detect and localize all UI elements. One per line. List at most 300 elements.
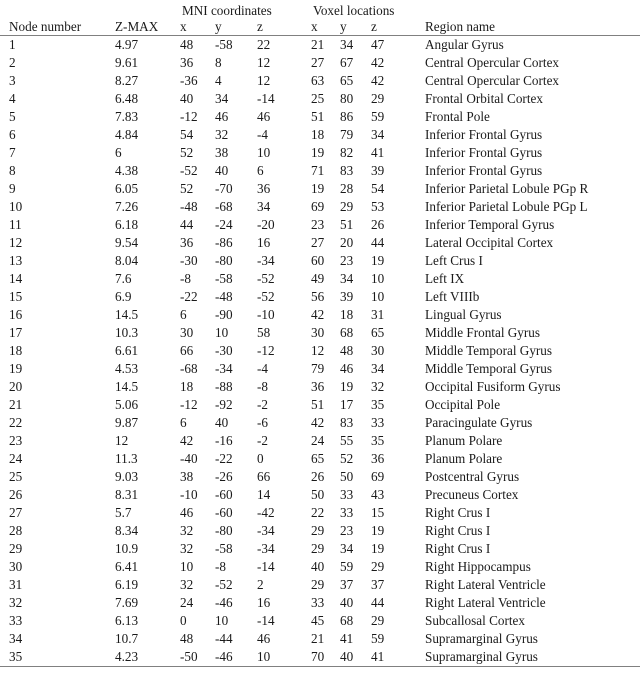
- cell-vox-z: 65: [371, 325, 385, 341]
- cell-node: 29: [9, 541, 23, 557]
- cell-mni-z: 34: [257, 199, 271, 215]
- cell-mni-y: 46: [215, 109, 229, 125]
- cell-vox-x: 45: [311, 613, 325, 629]
- cell-mni-y: -46: [215, 648, 257, 667]
- cell-vox-x: 21: [311, 631, 325, 647]
- table-row: [0, 414, 640, 432]
- cell-zmax: 8.31: [115, 487, 139, 503]
- cell-vox-z: 34: [371, 361, 385, 377]
- cell-node: 14: [9, 271, 23, 287]
- cell-mni-x: -36: [180, 73, 198, 89]
- cell-mni-x: 32: [180, 541, 194, 557]
- cell-node: 15: [9, 289, 23, 305]
- table-row: [0, 540, 640, 558]
- table-row: [0, 432, 640, 450]
- cell-mni-x: 36: [180, 55, 194, 71]
- cell-vox-y: 18: [340, 307, 354, 323]
- cell-node: 35: [0, 648, 115, 667]
- cell-region: Right Lateral Ventricle: [425, 577, 546, 593]
- cell-vox-z: 10: [371, 271, 385, 287]
- cell-region: Central Opercular Cortex: [425, 73, 560, 89]
- table-row: [0, 72, 640, 90]
- cell-vox-x: 50: [311, 487, 325, 503]
- table-header: [0, 0, 640, 36]
- cell-mni-x: 30: [180, 325, 194, 341]
- cell-vox-z: 35: [371, 397, 385, 413]
- cell-vox-z: 43: [371, 487, 385, 503]
- cell-vox-z: 30: [371, 343, 385, 359]
- cell-region: Lateral Occipital Cortex: [425, 235, 554, 251]
- cell-vox-z: 37: [371, 577, 385, 593]
- cell-vox-y: 82: [340, 145, 354, 161]
- cell-vox-x: 24: [311, 433, 325, 449]
- cell-mni-z: 2: [257, 577, 264, 593]
- cell-mni-z: -2: [257, 433, 268, 449]
- cell-region: Frontal Orbital Cortex: [425, 91, 543, 107]
- cell-vox-z: 39: [371, 163, 385, 179]
- cell-zmax: 9.87: [115, 415, 139, 431]
- cell-mni-y: -58: [215, 271, 233, 287]
- column-header-region-name: Region name: [425, 17, 640, 36]
- cell-node: 18: [9, 343, 23, 359]
- cell-node: 24: [9, 451, 23, 467]
- cell-region: Inferior Temporal Gyrus: [425, 217, 555, 233]
- cell-vox-x: 51: [311, 109, 325, 125]
- cell-mni-x: -48: [180, 199, 198, 215]
- cell-vox-y: 20: [340, 235, 354, 251]
- cell-mni-z: -12: [257, 343, 275, 359]
- cell-mni-y: -24: [215, 217, 233, 233]
- cell-vox-z: 19: [371, 253, 385, 269]
- cell-mni-z: -52: [257, 289, 275, 305]
- cell-vox-y: 52: [340, 451, 354, 467]
- cell-mni-y: -92: [215, 397, 233, 413]
- table-row: [0, 324, 640, 342]
- cell-vox-x: 33: [311, 595, 325, 611]
- cell-vox-x: 63: [311, 73, 325, 89]
- cell-vox-x: 26: [311, 469, 325, 485]
- cell-vox-y: 39: [340, 289, 354, 305]
- cell-vox-x: 30: [311, 325, 325, 341]
- cell-mni-y: -44: [215, 631, 233, 647]
- cell-vox-y: 67: [340, 55, 354, 71]
- cell-vox-z: 42: [371, 73, 385, 89]
- cell-mni-z: -42: [257, 505, 275, 521]
- cell-zmax: 8.04: [115, 253, 139, 269]
- cell-vox-x: 23: [311, 217, 325, 233]
- cell-mni-z: 14: [257, 487, 271, 503]
- cell-mni-y: -88: [215, 379, 233, 395]
- cell-mni-y: -46: [215, 595, 233, 611]
- table-row: [0, 90, 640, 108]
- cell-region: Frontal Pole: [425, 109, 490, 125]
- cell-mni-z: -34: [257, 523, 275, 539]
- cell-node: 11: [9, 217, 22, 233]
- cell-vox-y: 65: [340, 73, 354, 89]
- cell-region: Inferior Parietal Lobule PGp L: [425, 199, 588, 215]
- table-row: [0, 594, 640, 612]
- column-header-mni-z: z: [257, 17, 311, 36]
- cell-mni-x: 44: [180, 217, 194, 233]
- cell-vox-z: 41: [371, 145, 385, 161]
- cell-vox-x: 19: [311, 181, 325, 197]
- cell-mni-x: 32: [180, 523, 194, 539]
- cell-vox-x: 12: [311, 343, 325, 359]
- cell-zmax: 6.48: [115, 91, 139, 107]
- cell-mni-y: -30: [215, 343, 233, 359]
- cell-vox-x: 42: [311, 307, 325, 323]
- cell-zmax: 6.18: [115, 217, 139, 233]
- cell-node: 33: [9, 613, 23, 629]
- cell-node: 20: [9, 379, 23, 395]
- cell-node: 21: [9, 397, 23, 413]
- cell-mni-z: 10: [257, 145, 271, 161]
- cell-node: 19: [9, 361, 23, 377]
- cell-mni-y: 10: [215, 325, 229, 341]
- cell-vox-y: 33: [340, 487, 354, 503]
- cell-vox-z: 36: [371, 451, 385, 467]
- cell-mni-z: -20: [257, 217, 275, 233]
- cell-zmax: 6.13: [115, 613, 139, 629]
- table-row: [0, 630, 640, 648]
- cell-vox-y: 28: [340, 181, 354, 197]
- cell-mni-y: -22: [215, 451, 233, 467]
- cell-vox-y: 68: [340, 325, 354, 341]
- table-row: [0, 378, 640, 396]
- cell-vox-x: 51: [311, 397, 325, 413]
- cell-region: Supramarginal Gyrus: [425, 648, 640, 667]
- cell-vox-z: 29: [371, 91, 385, 107]
- cell-region: Right Crus I: [425, 541, 491, 557]
- cell-node: 12: [9, 235, 23, 251]
- cell-vox-z: 31: [371, 307, 385, 323]
- cell-zmax: 9.03: [115, 469, 139, 485]
- cell-mni-x: 40: [180, 91, 194, 107]
- cell-region: Middle Temporal Gyrus: [425, 343, 553, 359]
- table-row: [0, 126, 640, 144]
- cell-zmax: 14.5: [115, 307, 139, 323]
- cell-mni-x: 38: [180, 469, 194, 485]
- cell-vox-z: 33: [371, 415, 385, 431]
- cell-node: 13: [9, 253, 23, 269]
- column-header-zmax: Z-MAX: [115, 17, 180, 36]
- cell-region: Postcentral Gyrus: [425, 469, 520, 485]
- cell-region: Inferior Parietal Lobule PGp R: [425, 181, 589, 197]
- cell-mni-z: 46: [257, 631, 271, 647]
- cell-zmax: 6.61: [115, 343, 139, 359]
- cell-mni-z: 36: [257, 181, 271, 197]
- cell-mni-z: -52: [257, 271, 275, 287]
- table-group-header-row: [0, 0, 640, 17]
- cell-vox-x: 42: [311, 415, 325, 431]
- cell-mni-x: -12: [180, 397, 198, 413]
- table-row: [0, 270, 640, 288]
- table-row: [0, 306, 640, 324]
- cell-region: Supramarginal Gyrus: [425, 631, 538, 647]
- cell-node: 2: [9, 55, 16, 71]
- column-header-voxel-z: z: [371, 17, 425, 36]
- cell-vox-y: 48: [340, 343, 354, 359]
- cell-region: Inferior Frontal Gyrus: [425, 145, 543, 161]
- cell-vox-x: 25: [311, 91, 325, 107]
- cell-mni-z: 58: [257, 325, 271, 341]
- cell-mni-x: 36: [180, 235, 194, 251]
- cell-mni-x: -22: [180, 289, 198, 305]
- cell-region: Central Opercular Cortex: [425, 55, 560, 71]
- cell-vox-y: 68: [340, 613, 354, 629]
- cell-mni-z: 16: [257, 235, 271, 251]
- cell-node: 31: [9, 577, 23, 593]
- table-row: [0, 558, 640, 576]
- cell-vox-x: 70: [311, 648, 340, 667]
- cell-vox-y: 46: [340, 361, 354, 377]
- cell-vox-x: 69: [311, 199, 325, 215]
- table-row: [0, 396, 640, 414]
- cell-node: 4: [9, 91, 16, 107]
- table-row: [0, 450, 640, 468]
- cell-mni-y: -68: [215, 199, 233, 215]
- cell-region: Planum Polare: [425, 451, 503, 467]
- table-row: [0, 576, 640, 594]
- cell-mni-x: 52: [180, 145, 194, 161]
- cell-vox-x: 22: [311, 505, 325, 521]
- cell-vox-x: 29: [311, 541, 325, 557]
- cell-region: Right Lateral Ventricle: [425, 595, 546, 611]
- cell-vox-y: 40: [340, 648, 371, 667]
- cell-mni-y: -60: [215, 505, 233, 521]
- cell-zmax: 10.3: [115, 325, 139, 341]
- cell-mni-z: -34: [257, 253, 275, 269]
- cell-mni-x: 48: [180, 37, 194, 53]
- cell-vox-y: 83: [340, 163, 354, 179]
- cell-mni-y: -60: [215, 487, 233, 503]
- cell-region: Right Crus I: [425, 505, 491, 521]
- cell-region: Occipital Fusiform Gyrus: [425, 379, 561, 395]
- cell-mni-y: -90: [215, 307, 233, 323]
- table-row: [0, 504, 640, 522]
- cell-vox-z: 19: [371, 523, 385, 539]
- cell-zmax: 14.5: [115, 379, 139, 395]
- cell-mni-x: -52: [180, 163, 198, 179]
- cell-zmax: 4.84: [115, 127, 139, 143]
- cell-node: 32: [9, 595, 23, 611]
- cell-node: 25: [9, 469, 23, 485]
- cell-region: Subcallosal Cortex: [425, 613, 525, 629]
- table-row: [0, 162, 640, 180]
- cell-vox-x: 27: [311, 55, 325, 71]
- table-row: [0, 288, 640, 306]
- cell-mni-y: -80: [215, 253, 233, 269]
- cell-mni-x: -12: [180, 109, 198, 125]
- cell-zmax: 4.38: [115, 163, 139, 179]
- column-header-mni-x: x: [180, 17, 215, 36]
- cell-vox-x: 19: [311, 145, 325, 161]
- cell-vox-z: 32: [371, 379, 385, 395]
- cell-mni-z: -4: [257, 127, 268, 143]
- cell-node: 17: [9, 325, 23, 341]
- column-header-mni-y: y: [215, 17, 257, 36]
- cell-vox-y: 34: [340, 271, 354, 287]
- cell-node: 23: [9, 433, 23, 449]
- cell-region: Middle Temporal Gyrus: [425, 361, 553, 377]
- cell-zmax: 8.27: [115, 73, 139, 89]
- cell-region: Middle Frontal Gyrus: [425, 325, 541, 341]
- cell-vox-z: 59: [371, 109, 385, 125]
- group-header-mni-coordinates: MNI coordinates: [182, 2, 272, 18]
- cell-region: Left IX: [425, 271, 465, 287]
- cell-mni-z: -6: [257, 415, 268, 431]
- cell-vox-x: 21: [311, 37, 325, 53]
- cell-mni-z: 66: [257, 469, 271, 485]
- cell-vox-x: 71: [311, 163, 325, 179]
- cell-zmax: 8.34: [115, 523, 139, 539]
- cell-region: Angular Gyrus: [425, 37, 504, 53]
- cell-zmax: 10.9: [115, 541, 139, 557]
- cell-mni-z: -8: [257, 379, 268, 395]
- cell-mni-x: 18: [180, 379, 194, 395]
- cell-zmax: 7.26: [115, 199, 139, 215]
- cell-vox-x: 40: [311, 559, 325, 575]
- cell-vox-z: 59: [371, 631, 385, 647]
- cell-vox-y: 17: [340, 397, 354, 413]
- cell-mni-x: 42: [180, 433, 194, 449]
- cell-mni-x: 46: [180, 505, 194, 521]
- cell-vox-y: 50: [340, 469, 354, 485]
- cell-mni-z: 22: [257, 37, 271, 53]
- cell-mni-z: -2: [257, 397, 268, 413]
- cell-region: Occipital Pole: [425, 397, 501, 413]
- cell-zmax: 4.53: [115, 361, 139, 377]
- table-row: [0, 180, 640, 198]
- cell-mni-x: 32: [180, 577, 194, 593]
- cell-mni-y: -70: [215, 181, 233, 197]
- cell-zmax: 5.06: [115, 397, 139, 413]
- cell-mni-y: -16: [215, 433, 233, 449]
- cell-region: Paracingulate Gyrus: [425, 415, 533, 431]
- cell-zmax: 4.97: [115, 37, 139, 53]
- cell-vox-y: 79: [340, 127, 354, 143]
- table-row: [0, 108, 640, 126]
- cell-node: 3: [9, 73, 16, 89]
- cell-mni-y: 38: [215, 145, 229, 161]
- table-row: [0, 648, 640, 667]
- cell-vox-y: 55: [340, 433, 354, 449]
- cell-mni-x: -50: [180, 648, 215, 667]
- cell-vox-x: 29: [311, 523, 325, 539]
- cell-vox-y: 80: [340, 91, 354, 107]
- cell-mni-y: 40: [215, 163, 229, 179]
- table-row: [0, 468, 640, 486]
- cell-node: 27: [9, 505, 23, 521]
- cell-mni-z: -14: [257, 91, 275, 107]
- cell-mni-y: -58: [215, 541, 233, 557]
- cell-zmax: 7.83: [115, 109, 139, 125]
- cell-mni-z: 16: [257, 595, 271, 611]
- column-header-voxel-y: y: [340, 17, 371, 36]
- cell-vox-z: 15: [371, 505, 385, 521]
- cell-zmax: 6.19: [115, 577, 139, 593]
- cell-mni-y: -86: [215, 235, 233, 251]
- cell-node: 5: [9, 109, 16, 125]
- cell-vox-z: 69: [371, 469, 385, 485]
- table-column-header-row: [0, 17, 640, 36]
- cell-region: Inferior Frontal Gyrus: [425, 127, 543, 143]
- cell-mni-z: 12: [257, 73, 271, 89]
- cell-zmax: 4.23: [115, 648, 180, 667]
- table-row: [0, 612, 640, 630]
- cell-region: Inferior Frontal Gyrus: [425, 163, 543, 179]
- cell-region: Lingual Gyrus: [425, 307, 502, 323]
- cell-region: Right Crus I: [425, 523, 491, 539]
- cell-vox-z: 44: [371, 595, 385, 611]
- cell-vox-z: 42: [371, 55, 385, 71]
- cell-node: 6: [9, 127, 16, 143]
- table-row: [0, 486, 640, 504]
- cell-node: 1: [9, 37, 16, 53]
- cell-mni-x: -30: [180, 253, 198, 269]
- cell-mni-y: -8: [215, 559, 226, 575]
- cell-mni-y: 8: [215, 55, 222, 71]
- table-row: [0, 216, 640, 234]
- cell-vox-x: 18: [311, 127, 325, 143]
- cell-node: 30: [9, 559, 23, 575]
- table-row: [0, 36, 640, 55]
- cell-vox-z: 41: [371, 648, 425, 667]
- cell-node: 10: [9, 199, 23, 215]
- cell-mni-y: -34: [215, 361, 233, 377]
- group-header-region-spacer: [425, 0, 640, 17]
- table-row: [0, 234, 640, 252]
- cell-mni-y: 10: [215, 613, 229, 629]
- cell-node: 34: [9, 631, 23, 647]
- cell-vox-z: 54: [371, 181, 385, 197]
- cell-zmax: 12: [115, 433, 129, 449]
- cell-vox-x: 56: [311, 289, 325, 305]
- cell-mni-y: -48: [215, 289, 233, 305]
- cell-mni-y: 34: [215, 91, 229, 107]
- cell-node: 8: [9, 163, 16, 179]
- cell-zmax: 6.05: [115, 181, 139, 197]
- cell-mni-z: -10: [257, 307, 275, 323]
- cell-vox-y: 34: [340, 541, 354, 557]
- cell-mni-z: 0: [257, 451, 264, 467]
- cell-vox-z: 47: [371, 37, 385, 53]
- cell-vox-z: 34: [371, 127, 385, 143]
- cell-vox-y: 34: [340, 37, 354, 53]
- cell-vox-z: 29: [371, 613, 385, 629]
- cell-zmax: 10.7: [115, 631, 139, 647]
- cell-vox-y: 40: [340, 595, 354, 611]
- column-header-voxel-x: x: [311, 17, 340, 36]
- group-header-voxel-locations: Voxel locations: [313, 2, 395, 18]
- cell-mni-x: -10: [180, 487, 198, 503]
- cell-mni-x: 54: [180, 127, 194, 143]
- cell-node: 28: [9, 523, 23, 539]
- cell-mni-y: -80: [215, 523, 233, 539]
- cell-zmax: 6.41: [115, 559, 139, 575]
- cell-mni-x: 10: [180, 559, 194, 575]
- cell-mni-z: 12: [257, 55, 271, 71]
- cell-vox-y: 33: [340, 505, 354, 521]
- cell-vox-y: 29: [340, 199, 354, 215]
- cell-zmax: 11.3: [115, 451, 138, 467]
- cell-mni-y: -52: [215, 577, 233, 593]
- column-header-node-number: Node number: [0, 17, 115, 36]
- cell-mni-y: 40: [215, 415, 229, 431]
- cell-vox-z: 10: [371, 289, 385, 305]
- cell-zmax: 6.9: [115, 289, 132, 305]
- cell-zmax: 9.61: [115, 55, 139, 71]
